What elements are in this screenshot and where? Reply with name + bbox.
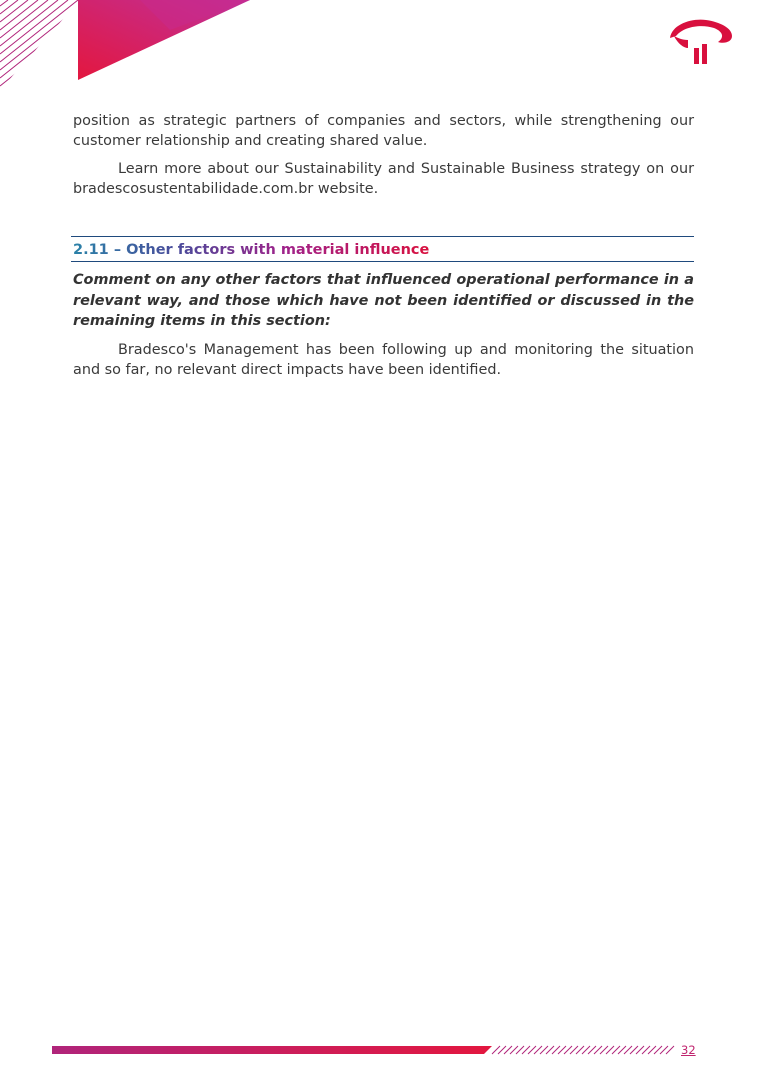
page-content <box>73 111 694 380</box>
section-answer: Bradesco's Management has been following up and monitoring the situation and so far, no relevant direct impacts have been identified. <box>73 341 694 378</box>
page-number: 32 <box>681 1043 696 1057</box>
body-paragraph: position as strategic partners of companies and sectors, while strengthening our customer relationship and creating shared value. <box>73 113 694 149</box>
section-title: 2.11 – Other factors with material influence <box>73 242 430 258</box>
section-heading <box>71 236 694 262</box>
body-paragraph: Learn more about our Sustainability and Sustainable Business strategy on our bradescosustentabilidade.com.br website. <box>73 161 694 197</box>
bradesco-logo-icon <box>664 14 736 66</box>
header-decoration <box>0 0 260 95</box>
footer-decoration <box>52 1044 682 1056</box>
section-question: Comment on any other factors that influenced operational performance in a relevant way, and those which have not been identified or discussed in the remaining items in this section: <box>73 272 694 329</box>
